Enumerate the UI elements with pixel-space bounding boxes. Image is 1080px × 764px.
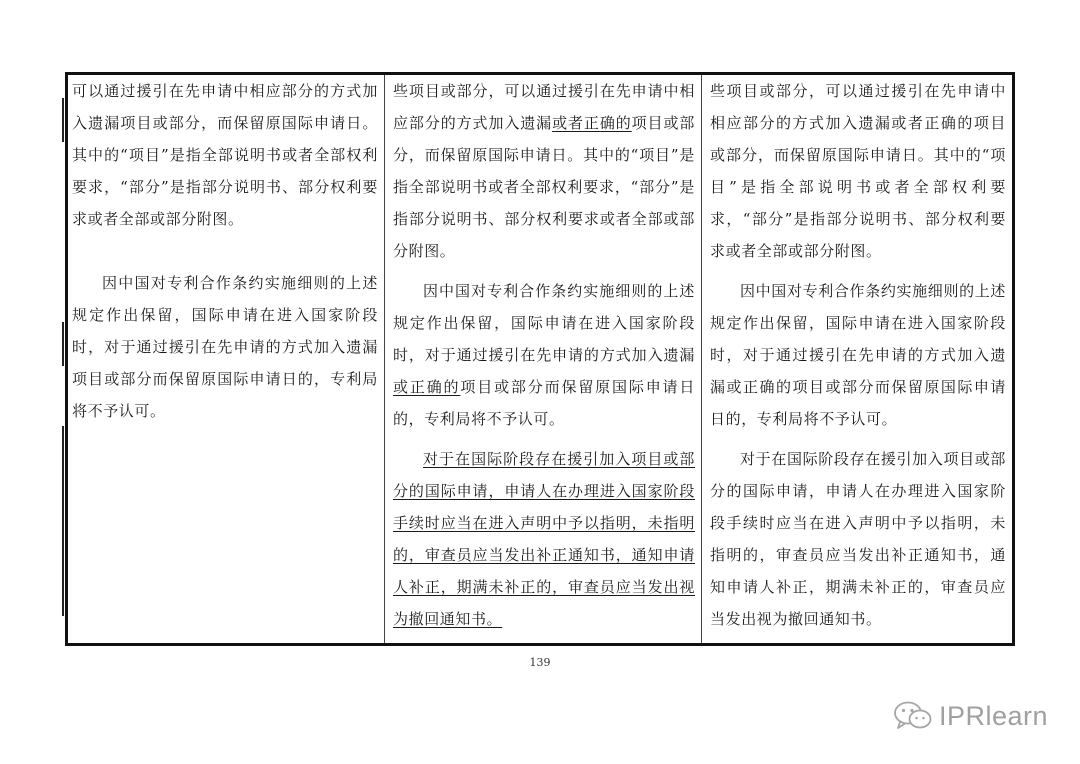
inserted-text: 或正确的 [393, 378, 461, 396]
watermark [893, 700, 1048, 732]
paragraph: 因中国对专利合作条约实施细则的上述规定作出保留，国际申请在进入国家阶段时，对于通过援引在先申请的方式加入遗漏或正确的项目或部分而保留原国际申请日的，专利局将不予认可。 [710, 282, 1006, 428]
paragraph: 因中国对专利合作条约实施细则的上述规定作出保留，国际申请在进入国家阶段时，对于通过援引在先申请的方式加入遗漏项目或部分而保留原国际申请日的，专利局将不予认可。 [72, 274, 378, 420]
paragraph [393, 275, 695, 435]
paragraph [393, 75, 695, 267]
revision-mark [62, 98, 64, 142]
paragraph: 些项目或部分，可以通过援引在先申请中相应部分的方式加入遗漏或者正确的项目或部分，而保留原国际申请日。其中的“项目”是指全部说明书或者全部权利要求，“部分”是指部分说明书、部分权利要求或者全部或部分附图。 [710, 82, 1006, 260]
inserted-text: 对于在国际阶段存在援引加入项目或部分的国际申请，申请人在办理进入国家阶段手续时应当在进入声明中予以指明，未指明的，审查员应当发出补正通知书，通知申请人补正，期满未补正的，审查员应当发出视为撤回通知书。 [393, 450, 695, 628]
comparison-table [65, 72, 1015, 646]
wechat-icon [893, 700, 933, 732]
text-run: 项目或部分，而保留原国际申请日。其中的“项目”是指全部说明书或者全部权利要求，“部分”是指部分说明书、部分权利要求或者全部或部分附图。 [393, 114, 695, 260]
paragraph [393, 443, 695, 635]
text-run: 项目或部分而保留原国际申请日的，专利局将不予认可。 [393, 378, 695, 428]
text-run: 些项目或部分，可以通过援引在先申请中相应部分的方式加入遗漏 [393, 82, 695, 132]
paragraph: 可以通过援引在先申请中相应部分的方式加入遗漏项目或部分，而保留原国际申请日。其中的“项目”是指全部说明书或者全部权利要求，“部分”是指部分说明书、部分权利要求或者全部或部分附图。 [72, 82, 378, 228]
table-column-final [701, 75, 1012, 643]
paragraph: 对于在国际阶段存在援引加入项目或部分的国际申请，申请人在办理进入国家阶段手续时应当在进入声明中予以指明，未指明的，审查员应当发出补正通知书，通知申请人补正，期满未补正的，审查员应当发出视为撤回通知书。 [710, 450, 1006, 628]
revision-mark [62, 322, 64, 366]
table-column-draft [384, 75, 701, 643]
table-column-original [68, 75, 384, 643]
text-run: 因中国对专利合作条约实施细则的上述规定作出保留，国际申请在进入国家阶段时，对于通过援引在先申请的方式加入遗漏 [393, 282, 695, 364]
watermark-text: IPRlearn [939, 700, 1049, 731]
page-number: 139 [529, 656, 551, 669]
inserted-text: 或者正确的 [552, 114, 632, 132]
revision-mark [62, 426, 64, 616]
